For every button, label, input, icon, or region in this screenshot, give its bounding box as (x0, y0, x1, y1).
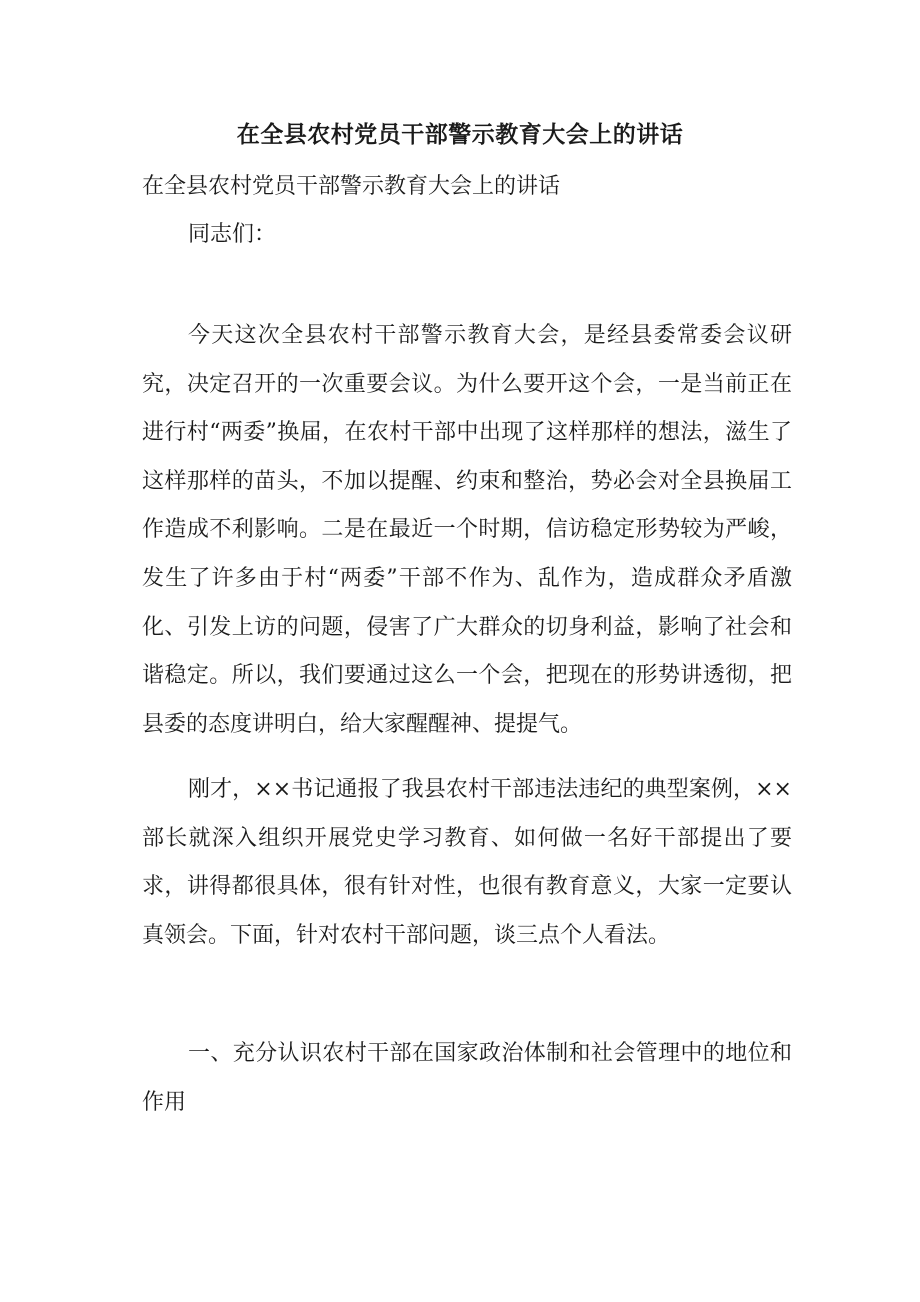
paragraph-summary: 刚才，××书记通报了我县农村干部违法违纪的典型案例，××部长就深入组织开展党史学习教育、如何做一名好干部提出了要求，讲得都很具体，很有针对性，也很有教育意义，大家一定要认真领会。下面，针对农村干部问题，谈三点个人看法。 (142, 777, 792, 948)
salutation: 同志们： (188, 222, 277, 247)
document-subtitle: 在全县农村党员干部警示教育大会上的讲话 (142, 174, 561, 199)
section-heading-one: 一、充分认识农村干部在国家政治体制和社会管理中的地位和作用 (142, 1041, 792, 1115)
document-title: 在全县农村党员干部警示教育大会上的讲话 (236, 121, 684, 148)
paragraph-intro: 今天这次全县农村干部警示教育大会，是经县委常委会议研究，决定召开的一次重要会议。为什么要开这个会，一是当前正在进行村“两委”换届，在农村干部中出现了这样那样的想法，滋生了这样那样的苗头，不加以提醒、约束和整治，势必会对全县换届工作造成不利影响。二是在最近一个时期，信访稳定形势较为严峻，发生了许多由于村“两委”干部不作为、乱作为，造成群众矛盾激化、引发上访的问题，侵害了广大群众的切身利益，影响了社会和谐稳定。所以，我们要通过这么一个会，把现在的形势讲透彻，把县委的态度讲明白，给大家醒醒神、提提气。 (142, 323, 792, 737)
